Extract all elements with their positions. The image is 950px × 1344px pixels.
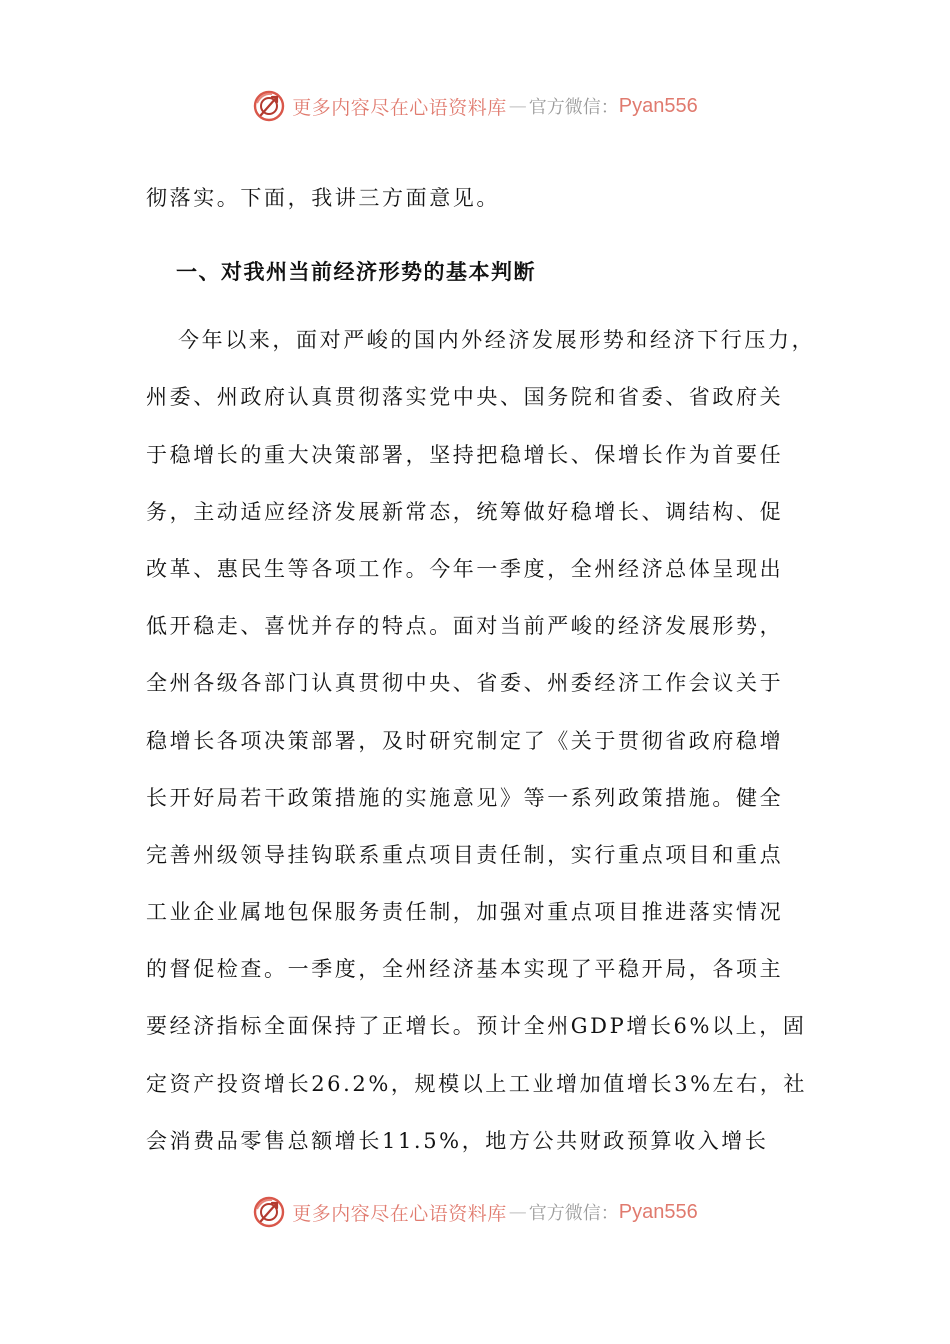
- wechat-id: Pyan556: [618, 1200, 698, 1223]
- paragraph-line: 今年以来，面对严峻的国内外经济发展形势和经济下行压力，: [178, 328, 816, 353]
- paragraph-line: 全州各级各部门认真贯彻中央、省委、州委经济工作会议关于: [146, 671, 784, 696]
- banner-text: 更多内容尽在心语资料库: [292, 1202, 507, 1225]
- banner-separator: —: [508, 1201, 527, 1223]
- wechat-label: 官方微信：: [528, 97, 619, 118]
- brand-logo-icon: [252, 89, 286, 123]
- paragraph-line: 务，主动适应经济发展新常态，统筹做好稳增长、调结构、促: [146, 499, 784, 524]
- banner-separator: —: [508, 95, 527, 117]
- wechat-id: Pyan556: [618, 94, 698, 117]
- document-body: [146, 170, 816, 1170]
- wechat-label: 官方微信：: [528, 1203, 619, 1224]
- paragraph-line: 要经济指标全面保持了正增长。预计全州GDP增长6%以上，固: [146, 1014, 807, 1039]
- header-banner: [0, 84, 950, 128]
- paragraph-line: 会消费品零售总额增长11.5%，地方公共财政预算收入增长: [146, 1128, 769, 1153]
- paragraph-line: 长开好局若干政策措施的实施意见》等一系列政策措施。健全: [146, 785, 784, 810]
- footer-banner: [0, 1190, 950, 1234]
- paragraph-line: 州委、州政府认真贯彻落实党中央、国务院和省委、省政府关: [146, 385, 784, 410]
- paragraph-line: 稳增长各项决策部署，及时研究制定了《关于贯彻省政府稳增: [146, 728, 784, 753]
- paragraph-line: 改革、惠民生等各项工作。今年一季度，全州经济总体呈现出: [146, 556, 784, 581]
- intro-tail: 彻落实。下面，我讲三方面意见。: [146, 186, 500, 210]
- paragraph-line: 定资产投资增长26.2%，规模以上工业增加值增长3%左右，社: [146, 1071, 808, 1096]
- paragraph-line: 工业企业属地包保服务责任制，加强对重点项目推进落实情况: [146, 900, 784, 925]
- paragraph-line: 完善州级领导挂钩联系重点项目责任制，实行重点项目和重点: [146, 842, 784, 867]
- brand-logo-icon: [252, 1195, 286, 1229]
- paragraph-line: 的督促检查。一季度，全州经济基本实现了平稳开局，各项主: [146, 957, 784, 982]
- paragraph-line: 于稳增长的重大决策部署，坚持把稳增长、保增长作为首要任: [146, 442, 784, 467]
- banner-text: 更多内容尽在心语资料库: [292, 96, 507, 119]
- section-heading: 一、对我州当前经济形势的基本判断: [176, 260, 536, 285]
- paragraph-line: 低开稳走、喜忧并存的特点。面对当前严峻的经济发展形势，: [146, 614, 784, 639]
